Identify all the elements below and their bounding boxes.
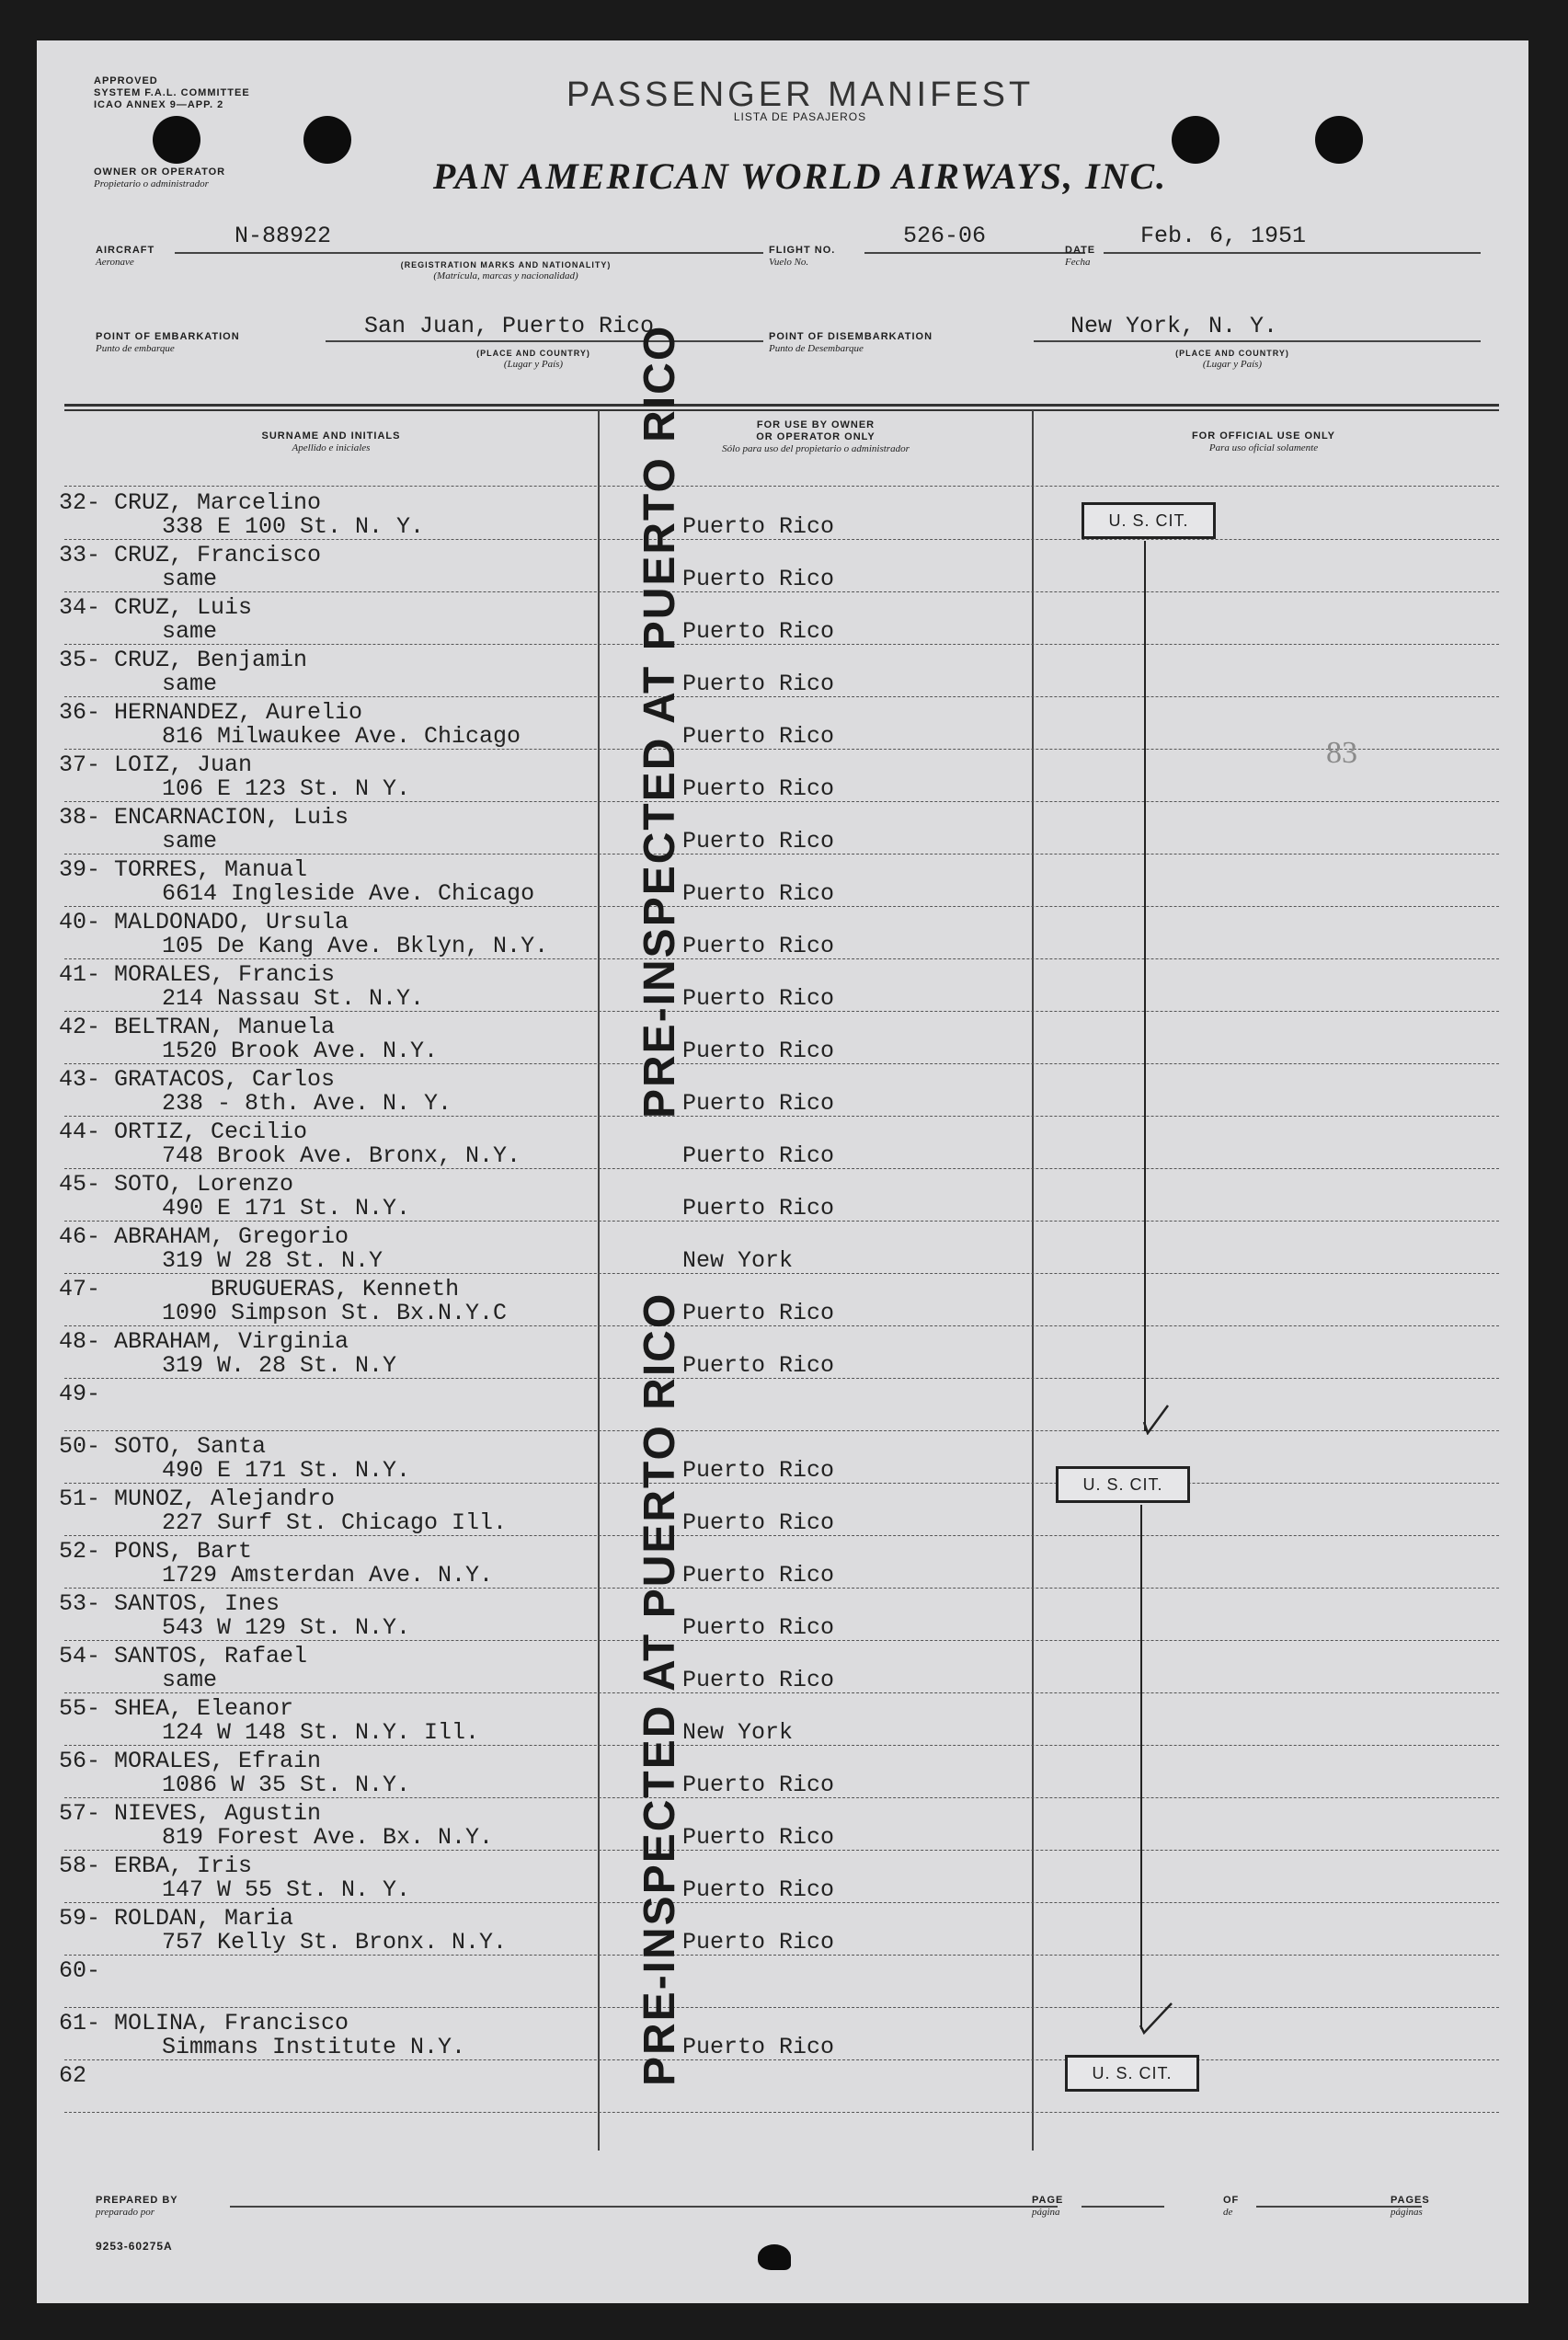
aircraft-label-block [96, 245, 155, 268]
passenger-origin: Puerto Rico [682, 566, 835, 592]
passenger-name: 40- MALDONADO, Ursula [59, 909, 349, 935]
passenger-origin: Puerto Rico [682, 671, 835, 697]
row-rule [64, 1221, 1499, 1222]
approved-committee: SYSTEM F.A.L. COMMITTEE [94, 87, 250, 98]
pages-label-es: páginas [1391, 2207, 1423, 2218]
registration-note: (REGISTRATION MARKS AND NATIONALITY) [400, 260, 612, 270]
passenger-origin: Puerto Rico [682, 1667, 835, 1693]
embark-value: San Juan, Puerto Rico [364, 313, 655, 339]
passenger-name: 48- ABRAHAM, Virginia [59, 1328, 349, 1355]
date-label-es: Fecha [1065, 257, 1091, 268]
flight-label-block [769, 245, 835, 268]
row-rule [64, 1116, 1499, 1117]
passenger-name: 43- GRATACOS, Carlos [59, 1066, 336, 1093]
passenger-name: 35- CRUZ, Benjamin [59, 647, 308, 673]
passenger-origin: Puerto Rico [682, 618, 835, 645]
punch-hole-4 [1315, 116, 1363, 164]
passenger-origin: Puerto Rico [682, 1562, 835, 1589]
disembark-label-es: Punto de Desembarque [769, 343, 864, 354]
company-name: PAN AMERICAN WORLD AIRWAYS, INC. [432, 155, 1168, 197]
passenger-name: 53- SANTOS, Ines [59, 1590, 280, 1617]
column-header-official [1034, 430, 1494, 453]
margin-note: 83 [1326, 736, 1357, 770]
passenger-name: 56- MORALES, Efrain [59, 1748, 322, 1774]
page-underline [1082, 2206, 1164, 2208]
citizen-stamp-1: U. S. CIT. [1082, 502, 1216, 539]
passenger-address: 816 Milwaukee Ave. Chicago [162, 723, 521, 750]
column-divider-2 [1032, 410, 1034, 2151]
disembark-value: New York, N. Y. [1070, 313, 1278, 339]
passenger-origin: Puerto Rico [682, 2034, 835, 2060]
passenger-origin: Puerto Rico [682, 1876, 835, 1903]
passenger-address: 214 Nassau St. N.Y. [162, 985, 425, 1012]
date-label-block [1065, 245, 1095, 268]
passenger-name: 33- CRUZ, Francisco [59, 542, 322, 568]
passenger-address: Simmans Institute N.Y. [162, 2034, 466, 2060]
passenger-name: 59- ROLDAN, Maria [59, 1905, 294, 1932]
passenger-name: 44- ORTIZ, Cecilio [59, 1118, 308, 1145]
flight-label: FLIGHT NO. [769, 245, 836, 256]
passenger-address: 490 E 171 St. N.Y. [162, 1195, 411, 1222]
passenger-address: 1729 Amsterdan Ave. N.Y. [162, 1562, 494, 1589]
approval-block [94, 75, 333, 111]
punch-hole-1 [153, 116, 200, 164]
passenger-name: 61- MOLINA, Francisco [59, 2010, 349, 2036]
passenger-address: 227 Surf St. Chicago Ill. [162, 1509, 508, 1536]
disembark-place-note-es: (Lugar y País) [1202, 359, 1263, 370]
passenger-address: same [162, 618, 218, 645]
preinspected-stamp-2: PRE-INSPECTED AT PUERTO RICO [635, 1291, 684, 2086]
passenger-name: 57- NIEVES, Agustin [59, 1800, 322, 1827]
row-rule [64, 1745, 1499, 1746]
passenger-origin: Puerto Rico [682, 723, 835, 750]
table-top-rule-2 [64, 409, 1499, 411]
passenger-address: 1520 Brook Ave. N.Y. [162, 1038, 439, 1064]
passenger-name: 55- SHEA, Eleanor [59, 1695, 294, 1722]
row-rule [64, 1588, 1499, 1589]
row-rule [64, 749, 1499, 750]
of-label-block [1223, 2195, 1239, 2218]
page-title-es: LISTA DE PASAJEROS [733, 110, 867, 123]
passenger-address: 319 W 28 St. N.Y [162, 1247, 383, 1274]
passenger-name: 62 [59, 2062, 87, 2089]
passenger-name: 60- [59, 1957, 101, 1984]
passenger-name: 38- ENCARNACION, Luis [59, 804, 349, 831]
passenger-origin: Puerto Rico [682, 1824, 835, 1851]
prepared-label: PREPARED BY [96, 2195, 178, 2206]
row-rule [64, 644, 1499, 645]
passenger-address: same [162, 1667, 218, 1693]
passenger-address: 238 - 8th. Ave. N. Y. [162, 1090, 452, 1117]
row-rule [64, 2112, 1499, 2113]
embark-label-block [96, 331, 240, 354]
passenger-origin: Puerto Rico [682, 1929, 835, 1956]
passenger-name: 51- MUNOZ, Alejandro [59, 1485, 336, 1512]
passenger-name: 39- TORRES, Manual [59, 856, 308, 883]
passenger-origin: Puerto Rico [682, 1090, 835, 1117]
row-rule [64, 2007, 1499, 2008]
passenger-origin: New York [682, 1247, 794, 1274]
disembark-label-block [769, 331, 933, 354]
disembark-label: POINT OF DISEMBARKATION [769, 331, 933, 342]
passenger-address: 319 W. 28 St. N.Y [162, 1352, 397, 1379]
passenger-address: 490 E 171 St. N.Y. [162, 1457, 411, 1484]
row-rule [64, 1640, 1499, 1641]
row-rule [64, 854, 1499, 855]
flight-label-es: Vuelo No. [769, 257, 809, 268]
preinspected-stamp-1: PRE-INSPECTED AT PUERTO RICO [635, 324, 684, 1118]
embark-place-note-es: (Lugar y País) [503, 359, 564, 370]
of-label: OF [1223, 2195, 1240, 2206]
column-divider-1 [598, 410, 600, 2151]
passenger-origin: Puerto Rico [682, 513, 835, 540]
prepared-underline [230, 2206, 1058, 2208]
passenger-name: 45- SOTO, Lorenzo [59, 1171, 294, 1198]
disembark-place-note: (PLACE AND COUNTRY) [1175, 349, 1289, 358]
passenger-origin: Puerto Rico [682, 1195, 835, 1222]
passenger-address: 106 E 123 St. N Y. [162, 775, 411, 802]
checkmark-icon-2 [1135, 1981, 1181, 2036]
passenger-name: 41- MORALES, Francis [59, 961, 336, 988]
of-label-es: de [1223, 2207, 1233, 2218]
embark-underline [326, 340, 763, 342]
row-rule [64, 2059, 1499, 2060]
embark-label: POINT OF EMBARKATION [96, 331, 240, 342]
row-rule [64, 1692, 1499, 1693]
column-header-name [64, 430, 598, 453]
owner-label-block [94, 166, 333, 189]
passenger-address: 147 W 55 St. N. Y. [162, 1876, 411, 1903]
passenger-address: same [162, 828, 218, 855]
column-header-name-label: SURNAME AND INITIALS [261, 430, 401, 442]
row-rule [64, 1430, 1499, 1431]
citizen-stamp-2: U. S. CIT. [1056, 1466, 1190, 1503]
passenger-name: 37- LOIZ, Juan [59, 751, 253, 778]
flight-underline [864, 252, 1085, 254]
date-value: Feb. 6, 1951 [1140, 223, 1307, 249]
disembark-underline [1034, 340, 1481, 342]
row-rule [64, 1535, 1499, 1536]
header-row-rule [64, 486, 1499, 487]
passenger-origin: Puerto Rico [682, 1352, 835, 1379]
aircraft-label: AIRCRAFT [96, 245, 155, 256]
row-rule [64, 1850, 1499, 1851]
row-rule [64, 1955, 1499, 1956]
date-underline [1104, 252, 1481, 254]
passenger-name: 46- ABRAHAM, Gregorio [59, 1223, 349, 1250]
passenger-origin: Puerto Rico [682, 1614, 835, 1641]
passenger-origin: Puerto Rico [682, 880, 835, 907]
page-label: PAGE [1032, 2195, 1064, 2206]
passenger-origin: Puerto Rico [682, 1509, 835, 1536]
embark-label-es: Punto de embarque [96, 343, 175, 354]
passenger-name: 32- CRUZ, Marcelino [59, 489, 322, 516]
flight-value: 526-06 [903, 223, 987, 249]
passenger-name: 50- SOTO, Santa [59, 1433, 267, 1460]
page-title: PASSENGER MANIFEST [566, 75, 1035, 114]
column-header-official-es: Para uso oficial solamente [1208, 442, 1319, 453]
column-header-name-es: Apellido e iniciales [292, 442, 371, 453]
date-label: DATE [1065, 245, 1096, 256]
page-label-es: página [1032, 2207, 1060, 2218]
row-rule [64, 1378, 1499, 1379]
passenger-name: 47- BRUGUERAS, Kenneth [59, 1276, 460, 1302]
citizen-bracket-1 [1144, 541, 1146, 1431]
row-rule [64, 696, 1499, 697]
passenger-origin: Puerto Rico [682, 985, 835, 1012]
row-rule [64, 1063, 1499, 1064]
passenger-address: same [162, 671, 218, 697]
passenger-name: 42- BELTRAN, Manuela [59, 1014, 336, 1040]
citizen-bracket-2 [1140, 1505, 1142, 2029]
row-rule [64, 1168, 1499, 1169]
prepared-label-es: preparado por [96, 2207, 155, 2218]
embark-place-note: (PLACE AND COUNTRY) [476, 349, 590, 358]
registration-note-es: (Matrícula, marcas y nacionalidad) [433, 270, 578, 281]
row-rule [64, 1902, 1499, 1903]
approved-annex: ICAO ANNEX 9—APP. 2 [94, 99, 224, 110]
passenger-origin: Puerto Rico [682, 1772, 835, 1798]
pages-label-block [1391, 2195, 1430, 2218]
passenger-address: 1090 Simpson St. Bx.N.Y.C [162, 1300, 508, 1326]
punch-hole-2 [303, 116, 351, 164]
passenger-origin: Puerto Rico [682, 775, 835, 802]
column-header-owner-line2: OR OPERATOR ONLY [756, 431, 876, 442]
passenger-address: same [162, 566, 218, 592]
passenger-name: 36- HERNANDEZ, Aurelio [59, 699, 363, 726]
passenger-address: 6614 Ingleside Ave. Chicago [162, 880, 535, 907]
row-rule [64, 906, 1499, 907]
aircraft-underline [175, 252, 763, 254]
row-rule [64, 1325, 1499, 1326]
aircraft-value: N-88922 [235, 223, 332, 249]
approved-line: APPROVED [94, 75, 158, 86]
row-rule [64, 801, 1499, 802]
passenger-origin: Puerto Rico [682, 933, 835, 959]
passenger-address: 105 De Kang Ave. Bklyn, N.Y. [162, 933, 549, 959]
passenger-address: 124 W 148 St. N.Y. Ill. [162, 1719, 480, 1746]
row-rule [64, 958, 1499, 959]
passenger-name: 58- ERBA, Iris [59, 1852, 253, 1879]
passenger-origin: Puerto Rico [682, 1142, 835, 1169]
passenger-name: 52- PONS, Bart [59, 1538, 253, 1565]
prepared-by-block [96, 2195, 178, 2218]
aircraft-label-es: Aeronave [96, 257, 134, 268]
table-top-rule [64, 404, 1499, 407]
form-number: 9253-60275A [96, 2240, 173, 2253]
passenger-name: 54- SANTOS, Rafael [59, 1643, 308, 1669]
row-rule [64, 1011, 1499, 1012]
passenger-origin: Puerto Rico [682, 828, 835, 855]
passenger-name: 49- [59, 1381, 101, 1407]
column-header-official-label: FOR OFFICIAL USE ONLY [1191, 430, 1336, 442]
passenger-name: 34- CRUZ, Luis [59, 594, 253, 621]
ink-blot [758, 2244, 791, 2270]
passenger-address: 1086 W 35 St. N.Y. [162, 1772, 411, 1798]
manifest-sheet [37, 40, 1528, 2303]
passenger-origin: Puerto Rico [682, 1457, 835, 1484]
page-label-block [1032, 2195, 1063, 2218]
passenger-address: 338 E 100 St. N. Y. [162, 513, 425, 540]
row-rule [64, 591, 1499, 592]
row-rule [64, 1483, 1499, 1484]
citizen-stamp-3: U. S. CIT. [1065, 2055, 1199, 2092]
row-rule [64, 539, 1499, 540]
passenger-address: 819 Forest Ave. Bx. N.Y. [162, 1824, 494, 1851]
passenger-address: 757 Kelly St. Bronx. N.Y. [162, 1929, 508, 1956]
passenger-origin: Puerto Rico [682, 1300, 835, 1326]
row-rule [64, 1797, 1499, 1798]
row-rule [64, 1273, 1499, 1274]
punch-hole-3 [1172, 116, 1219, 164]
column-header-owner-line1: FOR USE BY OWNER [756, 419, 876, 430]
passenger-origin: Puerto Rico [682, 1038, 835, 1064]
column-header-owner-es: Sólo para uso del propietario o administrador [722, 443, 910, 454]
owner-label: OWNER OR OPERATOR [94, 166, 226, 178]
passenger-address: 748 Brook Ave. Bronx, N.Y. [162, 1142, 521, 1169]
pages-label: PAGES [1391, 2195, 1430, 2206]
passenger-address: 543 W 129 St. N.Y. [162, 1614, 411, 1641]
passenger-origin: New York [682, 1719, 794, 1746]
owner-label-es: Propietario o administrador [94, 178, 209, 189]
checkmark-icon-1 [1137, 1369, 1173, 1435]
